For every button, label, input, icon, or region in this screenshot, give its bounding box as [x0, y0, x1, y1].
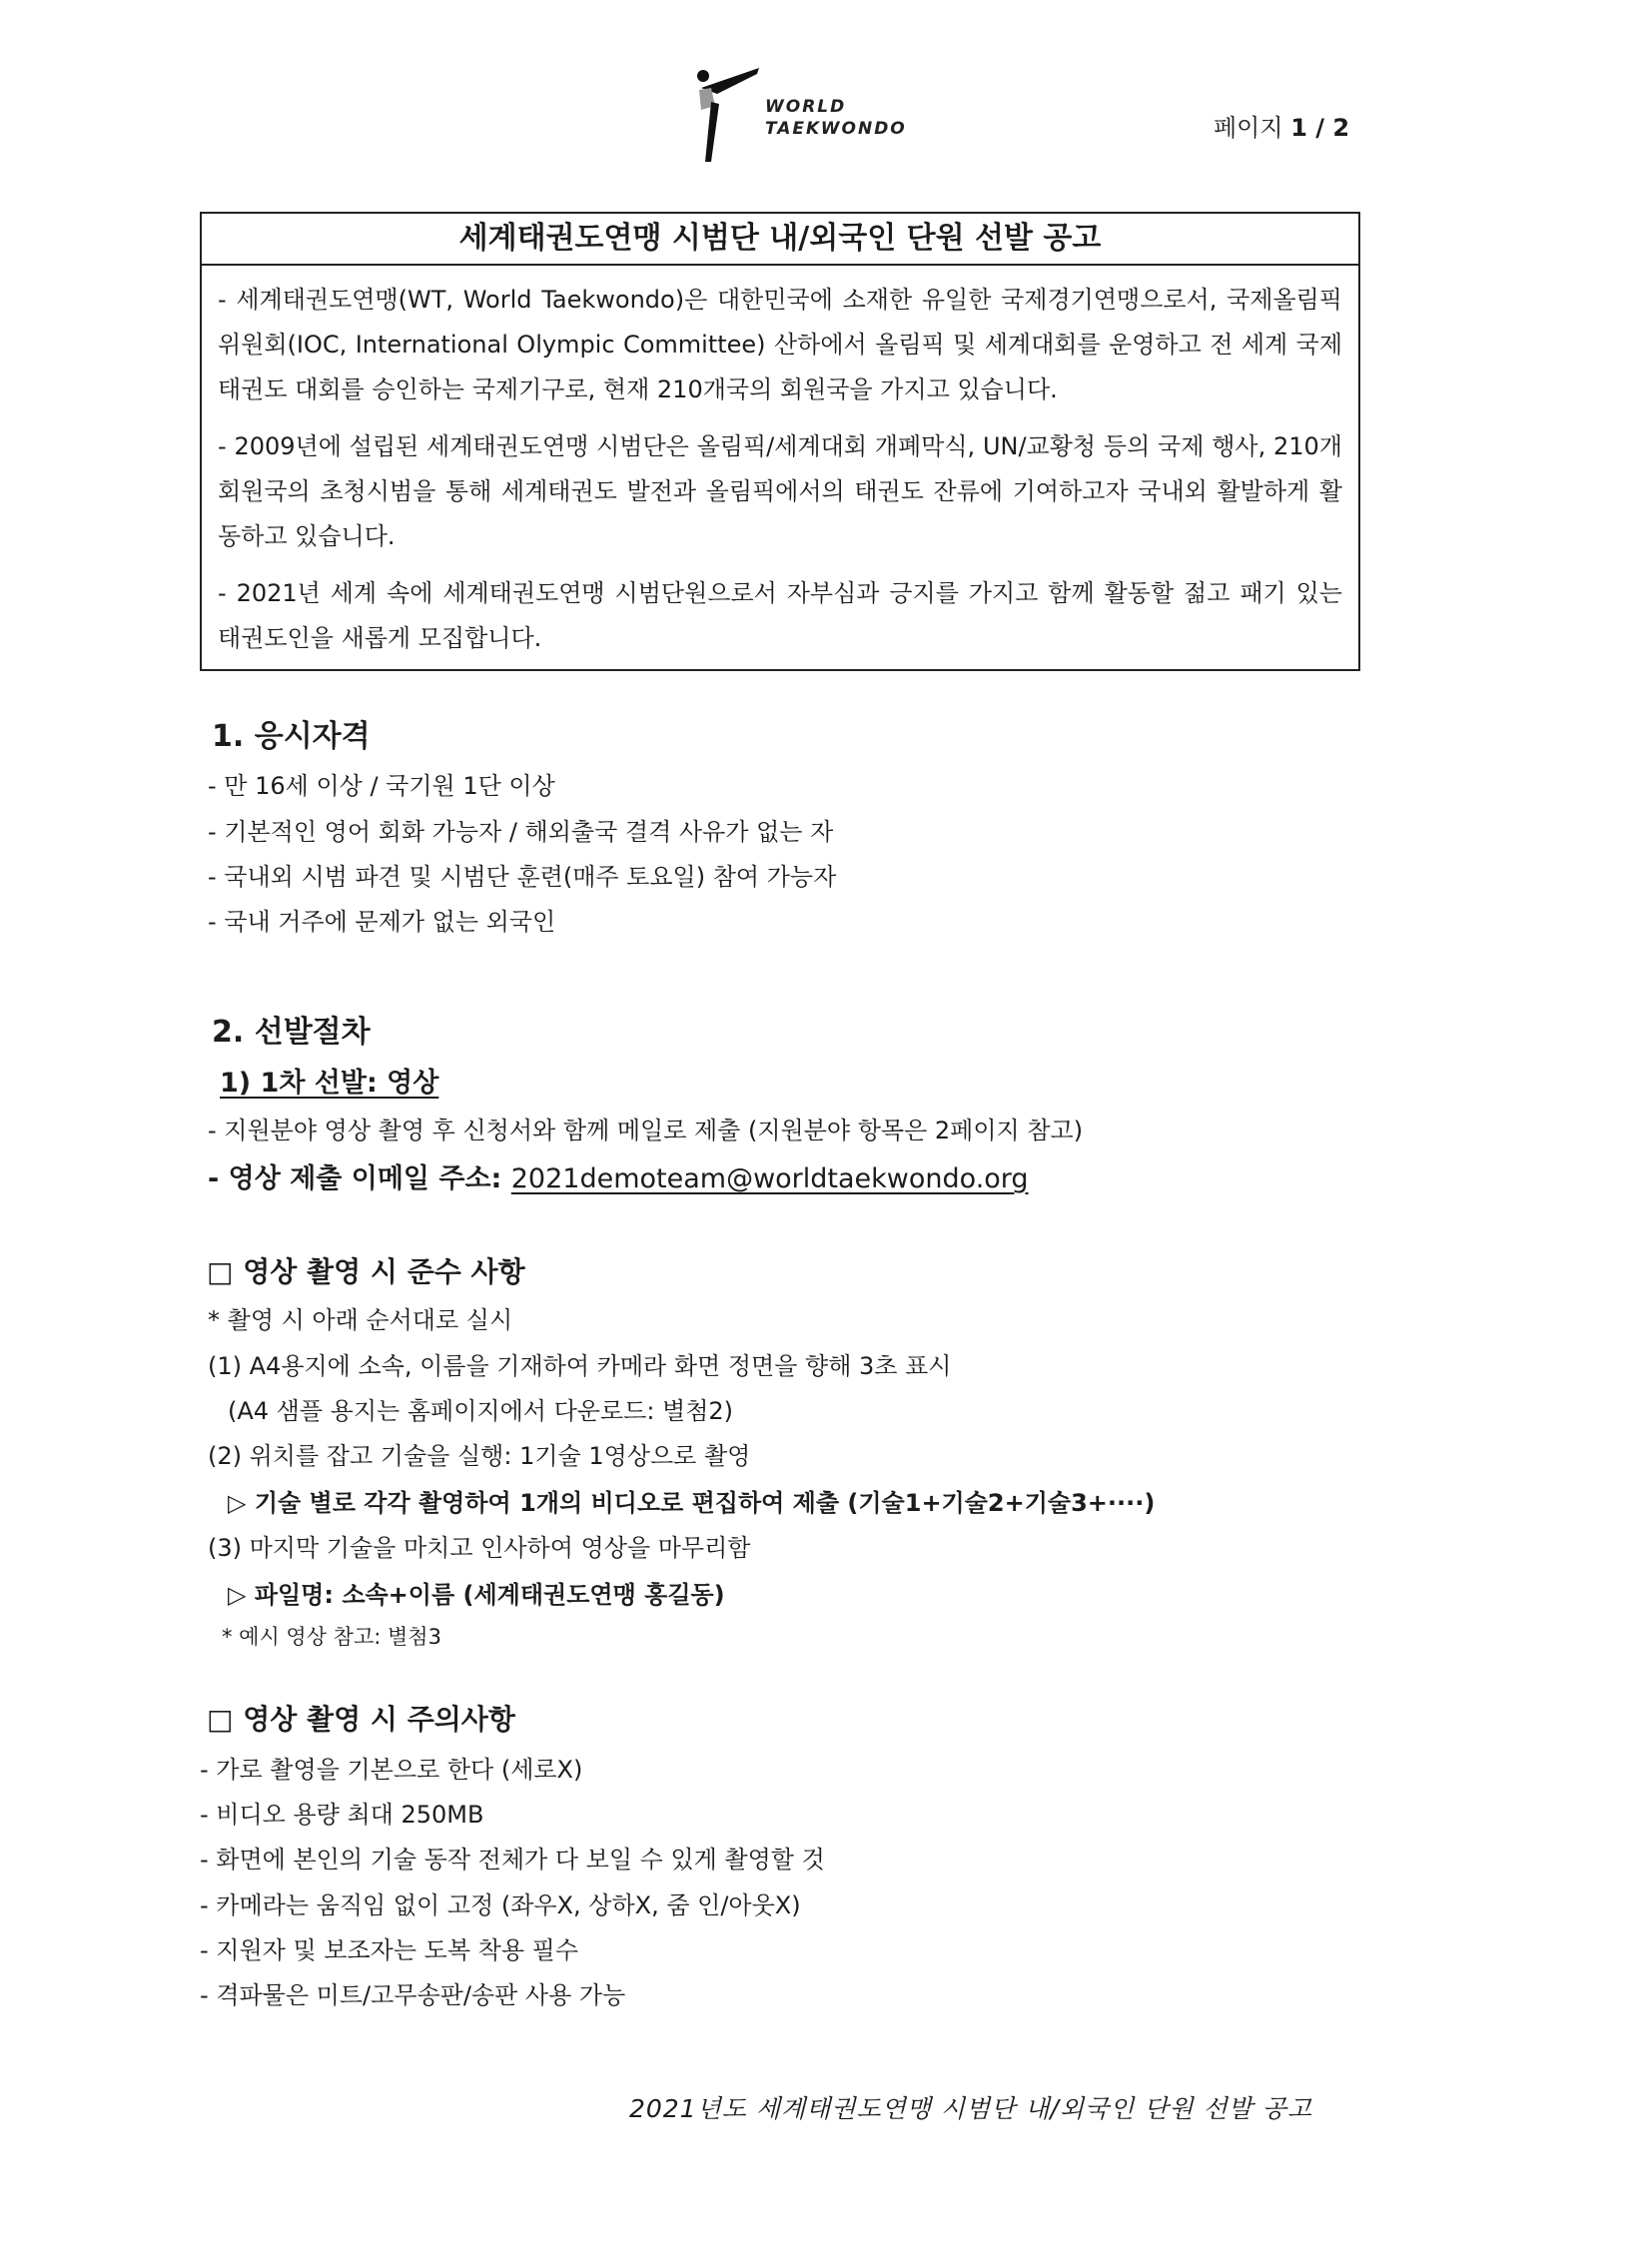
- caution-line: - 격파물은 미트/고무송판/송판 사용 가능: [200, 1981, 626, 2009]
- notice-title: 세계태권도연맹 시범단 내/외국인 단원 선발 공고: [202, 214, 1358, 266]
- compliance-line: ▷ 파일명: 소속+이름 (세계태권도연맹 홍길동): [228, 1581, 725, 1609]
- caution-line: - 가로 촬영을 기본으로 한다 (세로X): [200, 1756, 583, 1784]
- section2-heading: 2. 선발절차: [212, 1015, 371, 1050]
- section2-subheading: 1) 1차 선발: 영상: [220, 1068, 439, 1099]
- page-label: 페이지: [1214, 114, 1283, 142]
- list-item: - 기본적인 영어 회화 가능자 / 해외출국 결격 사유가 없는 자: [208, 818, 834, 846]
- logo-text-world: WORLD: [765, 97, 847, 117]
- caution-line: - 비디오 용량 최대 250MB: [200, 1801, 484, 1829]
- caution-line: - 카메라는 움직임 없이 고정 (좌우X, 상하X, 줌 인/아웃X): [200, 1891, 801, 1919]
- compliance-line: * 예시 영상 참고: 별첨3: [222, 1625, 441, 1649]
- caution-line: - 화면에 본인의 기술 동작 전체가 다 보일 수 있게 촬영할 것: [200, 1846, 825, 1874]
- world-taekwondo-logo: [689, 66, 919, 166]
- compliance-line: (3) 마지막 기술을 마치고 인사하여 영상을 마무리함: [208, 1534, 751, 1562]
- notice-box: [200, 212, 1360, 671]
- logo-text-taekwondo: TAEKWONDO: [765, 119, 907, 139]
- compliance-line: * 촬영 시 아래 순서대로 실시: [208, 1306, 513, 1334]
- notice-paragraph: - 2021년 세계 속에 세계태권도연맹 시범단원으로서 자부심과 긍지를 가지고 함께 활동할 젊고 패기 있는 태권도인을 새롭게 모집합니다.: [218, 579, 1342, 652]
- page-indicator: [1214, 108, 1349, 143]
- compliance-heading: □ 영상 촬영 시 준수 사항: [207, 1255, 525, 1288]
- submission-instruction: - 지원분야 영상 촬영 후 신청서와 함께 메일로 제출 (지원분야 항목은 2페이지 참고): [208, 1117, 1084, 1144]
- notice-paragraph: - 2009년에 설립된 세계태권도연맹 시범단은 올림픽/세계대회 개폐막식, UN/교황청 등의 국제 행사, 210개 회원국의 초청시범을 통해 세계태권도 발전과 올림픽에서의 태권도 잔류에 기여하고자 국내외 활발하게 활동하고 있습니다.: [218, 432, 1342, 550]
- footer-title: 2021년도 세계태권도연맹 시범단 내/외국인 단원 선발 공고: [629, 2094, 1313, 2123]
- kicking-athlete-icon: [689, 66, 769, 166]
- page-number: 1 / 2: [1290, 114, 1350, 142]
- email-label: - 영상 제출 이메일 주소:: [208, 1163, 511, 1194]
- compliance-line: (1) A4용지에 소속, 이름을 기재하여 카메라 화면 정면을 향해 3초 표시: [208, 1352, 952, 1380]
- caution-line: - 지원자 및 보조자는 도복 착용 필수: [200, 1936, 579, 1964]
- email-link[interactable]: 2021demoteam@worldtaekwondo.org: [510, 1163, 1029, 1194]
- notice-body: [202, 266, 1358, 661]
- compliance-line: (2) 위치를 잡고 기술을 실행: 1기술 1영상으로 촬영: [208, 1442, 751, 1470]
- compliance-line: ▷ 기술 별로 각각 촬영하여 1개의 비디오로 편집하여 제출 (기술1+기술2+기술3+····): [228, 1489, 1156, 1517]
- list-item: - 국내 거주에 문제가 없는 외국인: [208, 908, 556, 936]
- section1-heading: 1. 응시자격: [212, 719, 371, 754]
- list-item: - 국내외 시범 파견 및 시범단 훈련(매주 토요일) 참여 가능자: [208, 863, 837, 891]
- email-line: [208, 1156, 1029, 1195]
- notice-paragraph: - 세계태권도연맹(WT, World Taekwondo)은 대한민국에 소재한 유일한 국제경기연맹으로서, 국제올림픽위원회(IOC, International Olympic Committee) 산하에서 올림픽 및 세계대회를 운영하고 전 세계 국제 태권도 대회를 승인하는 국제기구로, 현재 210개국의 회원국을 가지고 있습니다.: [218, 286, 1342, 403]
- cautions-heading: □ 영상 촬영 시 주의사항: [207, 1703, 515, 1736]
- compliance-line: (A4 샘플 용지는 홈페이지에서 다운로드: 별첨2): [228, 1397, 734, 1425]
- list-item: - 만 16세 이상 / 국기원 1단 이상: [208, 772, 555, 800]
